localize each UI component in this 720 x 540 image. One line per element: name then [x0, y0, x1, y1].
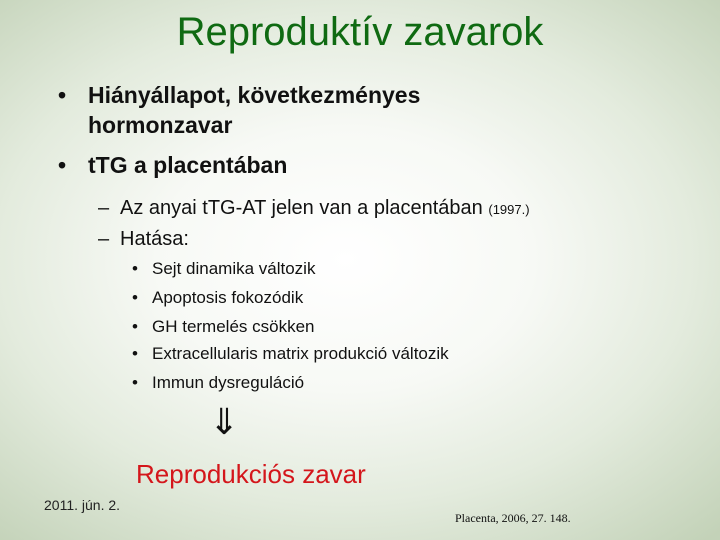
bullet-marker: •	[132, 373, 138, 392]
bullet-item-hormone	[58, 80, 658, 140]
effect-item	[132, 258, 552, 280]
bullet-text: tTG a placentában	[88, 152, 288, 178]
dash-marker: –	[98, 197, 110, 219]
reference-citation: Placenta, 2006, 27. 148.	[455, 511, 571, 525]
result-text: Reprodukciós zavar	[136, 459, 366, 489]
bullet-text-line1: Hiányállapot, következményes	[88, 82, 421, 108]
bullet-marker: •	[132, 317, 138, 336]
sub-item-effect	[98, 226, 398, 252]
bullet-marker: •	[132, 344, 138, 363]
slide-title: Reproduktív zavarok	[176, 10, 544, 54]
sub-item-maternal	[98, 195, 658, 221]
sub-item-main-text: Az anyai tTG-AT jelen van a placentában	[120, 197, 483, 219]
effect-item	[132, 287, 552, 309]
bullet-marker: •	[132, 288, 138, 307]
bullet-marker: •	[58, 152, 67, 178]
bullet-marker: •	[132, 259, 138, 278]
effect-item	[132, 372, 552, 394]
bullet-text-line2: hormonzavar	[88, 112, 233, 138]
slide-date: 2011. jún. 2.	[44, 497, 121, 513]
effect-text: Extracellularis matrix produkció változik	[152, 344, 449, 363]
dash-marker: –	[98, 228, 110, 250]
year-note: (1997.)	[488, 202, 530, 217]
sub-item-text: Hatása:	[120, 228, 189, 250]
effect-text: GH termelés csökken	[152, 317, 315, 336]
effect-text: Immun dysreguláció	[152, 373, 305, 392]
effect-text: Sejt dinamika változik	[152, 259, 316, 278]
double-down-arrow-icon: ⇓	[209, 401, 240, 442]
sub-item-text	[120, 195, 530, 223]
effect-item	[132, 316, 552, 338]
bullet-item-ttg	[58, 150, 658, 180]
effect-item	[132, 343, 572, 365]
effect-text: Apoptosis fokozódik	[152, 288, 304, 307]
bullet-marker: •	[58, 82, 67, 108]
